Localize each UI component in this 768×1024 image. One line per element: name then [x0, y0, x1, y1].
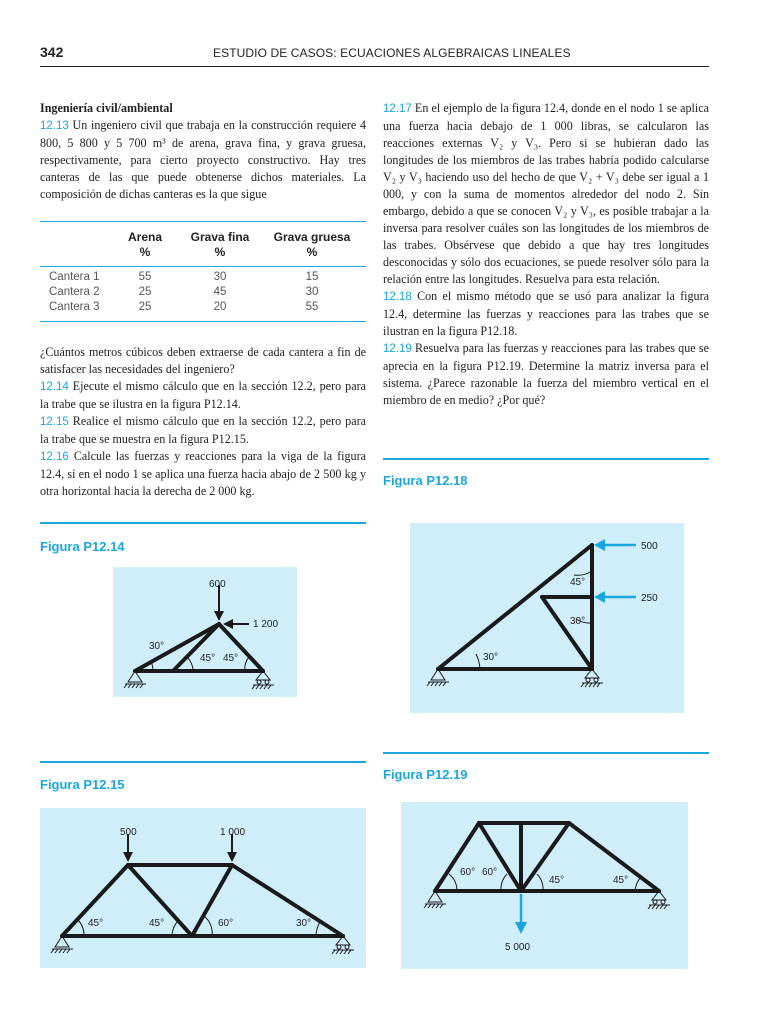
arrow-down-icon — [515, 922, 527, 934]
problem-text: Ejecute el mismo cálculo que en la sección 12.2, pero para la trabe que se ilustra en la figura P12.14. — [40, 379, 366, 411]
col-header-label: Grava fina — [190, 230, 250, 244]
roller-support-icon — [332, 936, 354, 954]
problem-12-15 — [40, 413, 366, 448]
right-column — [383, 100, 709, 409]
angle-arc — [449, 874, 457, 891]
problem-number: 12.15 — [40, 416, 69, 428]
figure-rule — [383, 458, 709, 460]
problem-12-17 — [383, 100, 709, 288]
problem-number: 12.17 — [383, 103, 412, 115]
page-number: 342 — [40, 44, 64, 60]
angle-arc — [172, 921, 178, 936]
problem-12-19 — [383, 340, 709, 409]
problem-number: 12.16 — [40, 451, 69, 463]
angle-label: 45° — [613, 875, 629, 886]
table-row — [40, 286, 366, 301]
pin-support-icon — [424, 891, 446, 908]
problem-text: Resuelva para las fuerzas y reacciones para las trabes que se aprecia en la figura P12.19. Determine la matriz inversa para el sistema. ¿Parece razonable la fuerza del miembro vertical en el miembro de en medio? ¿Por qué? — [383, 341, 709, 407]
load-label: 1 200 — [253, 619, 279, 630]
angle-label: 45° — [223, 653, 239, 664]
table-row — [40, 301, 366, 316]
problem-12-18 — [383, 288, 709, 340]
cell: 55 — [138, 271, 152, 283]
arrow-down-icon — [227, 852, 237, 862]
problem-number: 12.19 — [383, 343, 412, 355]
col-header-unit: % — [214, 245, 226, 259]
problem-text: Un ingeniero civil que trabaja en la construcción requiere 4 800, 5 800 y 5 700 m³ de arena, grava fina, y grava gruesa, respectivamente, para cierto proyecto constructivo. Hay tres canteras de las que puede obtenerse dichos materiales. La composición de dichas canteras es la que sigue — [40, 118, 366, 201]
col-header-unit: % — [306, 245, 318, 259]
arrow-down-icon — [214, 611, 224, 621]
roller-support-icon — [252, 671, 274, 689]
cell: 25 — [138, 286, 152, 298]
cell: 30 — [213, 271, 227, 283]
col-header-unit: % — [139, 245, 151, 259]
figure-label-p12-19: Figura P12.19 — [383, 767, 468, 782]
figure-rule — [383, 752, 709, 754]
angle-label: 60° — [460, 867, 476, 878]
angle-label: 45° — [88, 918, 104, 929]
quarry-table — [40, 221, 366, 322]
section-heading: Ingeniería civil/ambiental — [40, 101, 173, 115]
col-header-grava-gruesa — [262, 230, 362, 260]
pin-support-icon — [51, 936, 73, 953]
cell: 30 — [305, 286, 319, 298]
load-label: 1 000 — [220, 827, 246, 838]
figure-label-p12-18: Figura P12.18 — [383, 473, 468, 488]
angle-label: 45° — [200, 653, 216, 664]
roller-support-icon — [648, 891, 670, 909]
angle-label: 45° — [149, 918, 165, 929]
figure-label-p12-14: Figura P12.14 — [40, 539, 125, 554]
angle-arc — [187, 657, 193, 671]
load-label: 5 000 — [505, 942, 531, 953]
pin-support-icon — [124, 671, 146, 688]
figure-p12-19 — [401, 802, 688, 969]
cell: 15 — [305, 271, 319, 283]
cell: 55 — [305, 301, 319, 313]
col-header-label: Grava gruesa — [273, 230, 351, 244]
angle-label: 30° — [149, 641, 165, 652]
figure-rule — [40, 522, 366, 524]
problem-12-16 — [40, 448, 366, 500]
angle-arc — [78, 920, 84, 936]
angle-label: 30° — [570, 616, 586, 627]
row-name: Cantera 1 — [49, 271, 100, 283]
angle-label: 45° — [570, 577, 586, 588]
running-header: ESTUDIO DE CASOS: ECUACIONES ALGEBRAICAS LINEALES — [213, 46, 571, 60]
problem-12-14 — [40, 378, 366, 413]
truss-member — [438, 545, 592, 669]
figure-label-p12-15: Figura P12.15 — [40, 777, 125, 792]
truss-member — [542, 597, 592, 669]
arrow-down-icon — [123, 852, 133, 862]
figure-p12-18 — [410, 523, 684, 713]
angle-label: 60° — [482, 867, 498, 878]
left-column — [40, 100, 366, 203]
cell: 20 — [213, 301, 227, 313]
angle-arc — [245, 657, 249, 671]
row-name: Cantera 2 — [49, 286, 100, 298]
angle-label: 45° — [549, 875, 565, 886]
angle-arc — [574, 571, 592, 575]
cell: 45 — [213, 286, 227, 298]
angle-arc — [537, 874, 543, 891]
truss-member — [479, 823, 521, 891]
angle-label: 30° — [296, 918, 312, 929]
angle-arc — [476, 654, 480, 669]
arrow-left-icon — [594, 591, 605, 603]
problem-12-13-question: ¿Cuántos metros cúbicos deben extraerse de cada cantera a fin de satisfacer las necesidades del ingeniero? — [40, 345, 366, 376]
problem-12-13 — [40, 117, 366, 203]
problem-text: Realice el mismo cálculo que en la sección 12.2, pero para la trabe que se muestra en la figura P12.15. — [40, 414, 366, 446]
figure-p12-14 — [113, 567, 297, 697]
angle-label: 60° — [218, 918, 234, 929]
angle-arc — [316, 922, 320, 936]
table-row — [40, 271, 366, 286]
figure-p12-15 — [40, 808, 366, 968]
problem-text: Con el mismo método que se usó para analizar la figura 12.4, determine las fuerzas y reacciones para las trabes que se ilustran en la figura P12.18. — [383, 289, 709, 338]
truss-member — [232, 865, 343, 936]
angle-arc — [204, 916, 212, 936]
arrow-left-icon — [594, 539, 605, 551]
load-label: 500 — [120, 827, 137, 838]
col-header-label: Arena — [127, 230, 162, 244]
figure-rule — [40, 761, 366, 763]
roller-support-icon — [581, 669, 603, 687]
left-column-lower — [40, 344, 366, 500]
angle-arc — [501, 874, 507, 891]
load-label: 600 — [209, 579, 226, 590]
load-label: 250 — [641, 593, 658, 604]
problem-number: 12.13 — [40, 120, 69, 132]
truss-member — [435, 823, 479, 891]
load-label: 500 — [641, 541, 658, 552]
angle-label: 30° — [483, 652, 499, 663]
cell: 25 — [138, 301, 152, 313]
problem-text: En el ejemplo de la figura 12.4, donde en el nodo 1 se aplica una fuerza hacia debajo de 1 000 libras, se calcularon las reacciones externas V₂ y V₃. Pero si se hubieran dado las longitudes de los miembros de las trabes habría podido calcularse V₂ y V₃ haciendo uso del hecho de que V₂ + V₃ debe ser igual a 1 000, y con la suma de momentos alrededor del nodo 2. Sin embargo, debido a que se conocen V₂ y V₃, es posible trabajar a la inversa para resolver cuáles son las longitudes de los miembros de las trabes. Obsérvese que debido a que hay tres longitudes desconocidas y sólo dos ecuaciones, se puede resolver sólo para la relación entre las longitudes. Resuelva para esta relación. — [383, 101, 709, 286]
row-name: Cantera 3 — [49, 301, 100, 313]
problem-number: 12.18 — [383, 291, 412, 303]
table-header — [40, 222, 366, 267]
header-rule — [40, 66, 709, 67]
col-header-arena — [110, 230, 180, 260]
table-body — [40, 267, 366, 321]
col-header-grava-fina — [180, 230, 260, 260]
problem-number: 12.14 — [40, 381, 69, 393]
pin-support-icon — [427, 669, 449, 686]
problem-text: Calcule las fuerzas y reacciones para la viga de la figura 12.4, si en el nodo 1 se aplica una fuerza hacia abajo de 2 500 kg y otra horizontal hacia la derecha de 2 000 kg. — [40, 449, 366, 498]
